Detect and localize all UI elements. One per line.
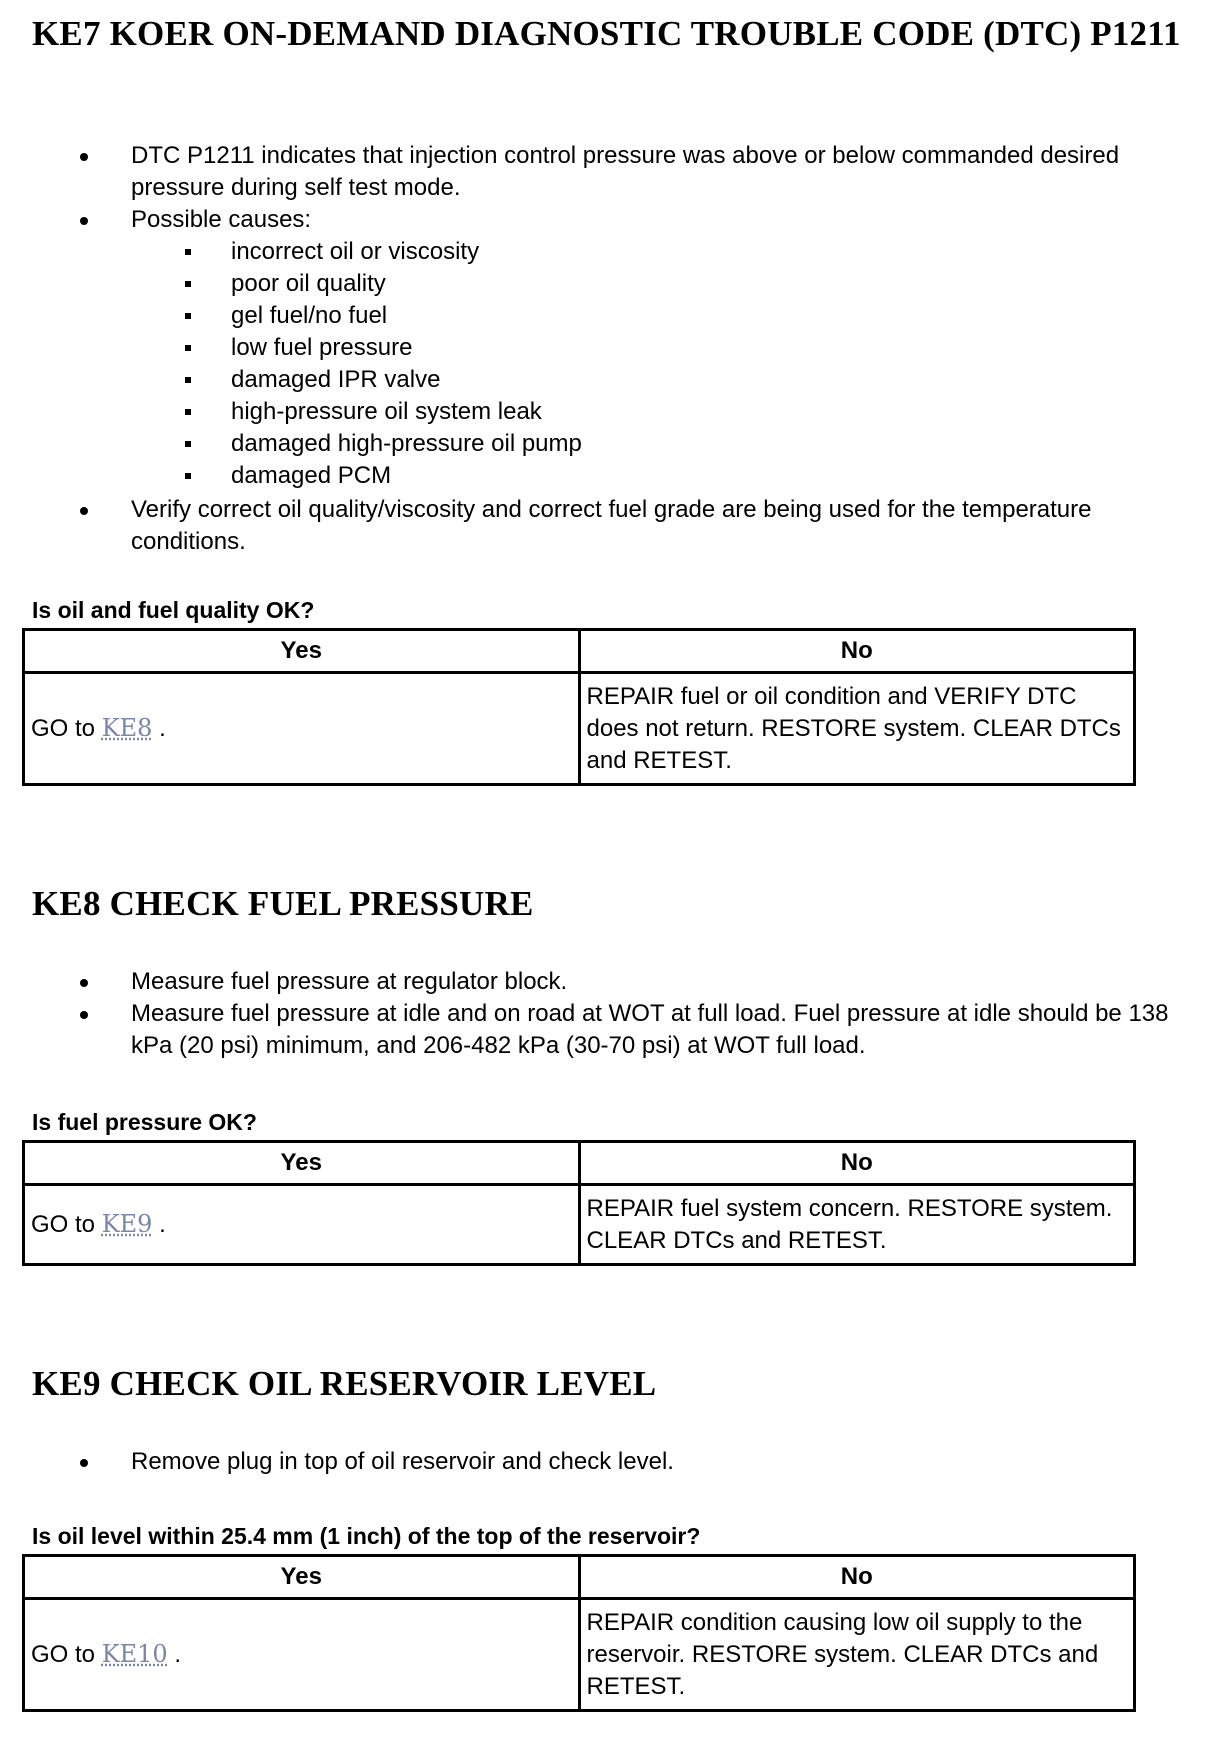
cause-text: low fuel pressure [231,334,413,361]
yes-header: Yes [24,630,580,673]
square-bullet-icon [185,441,191,447]
cause-item [131,236,1191,268]
possible-causes-list [131,236,1191,492]
no-cell: REPAIR fuel system concern. RESTORE system. CLEAR DTCs and RETEST. [579,1185,1135,1265]
no-header: No [579,1142,1135,1185]
no-cell: REPAIR fuel or oil condition and VERIFY DTC does not return. RESTORE system. CLEAR DTCs and RETEST. [579,673,1135,785]
yes-cell [24,1599,580,1711]
square-bullet-icon [185,345,191,351]
table-header-row [24,630,1135,673]
ke7-question: Is oil and fuel quality OK? [32,597,315,623]
square-bullet-icon [185,281,191,287]
ke8-decision-table [22,1140,1136,1266]
cause-item [131,300,1191,332]
square-bullet-icon [185,473,191,479]
cause-item [131,460,1191,492]
list-item [0,140,1191,204]
table-row [24,673,1135,785]
table-row [24,1185,1135,1265]
list-item [0,204,1191,492]
ke8-bullet-text: Measure fuel pressure at regulator block. [131,968,568,995]
goto-ke9-link[interactable]: KE9 [101,1210,153,1238]
yes-cell [24,1185,580,1265]
goto-prefix: GO to [31,1641,96,1668]
list-item [0,966,1191,998]
cause-item [131,396,1191,428]
goto-prefix: GO to [31,715,96,742]
list-item [0,998,1191,1062]
cause-text: incorrect oil or viscosity [231,238,480,265]
goto-prefix: GO to [31,1211,96,1238]
cause-item [131,268,1191,300]
bullet-icon [80,1459,88,1467]
goto-ke8-link[interactable]: KE8 [101,714,153,742]
ke8-question: Is fuel pressure OK? [32,1109,257,1135]
ke7-bullet-text: DTC P1211 indicates that injection control pressure was above or below commanded desired pressure during self test mode. [131,142,1120,201]
square-bullet-icon [185,249,191,255]
list-item [0,494,1191,558]
square-bullet-icon [185,409,191,415]
ke7-bullet-list [0,140,1191,558]
bullet-icon [80,1011,88,1019]
ke8-bullet-text: Measure fuel pressure at idle and on road at WOT at full load. Fuel pressure at idle should be 138 kPa (20 psi) minimum, and 206-482 kPa (30-70 psi) at WOT full load. [131,1000,1169,1059]
bullet-icon [80,507,88,515]
no-cell: REPAIR condition causing low oil supply to the reservoir. RESTORE system. CLEAR DTCs and RETEST. [579,1599,1135,1711]
goto-ke10-link[interactable]: KE10 [101,1640,168,1668]
list-item [0,1446,1191,1478]
ke7-bullet-text: Possible causes: [131,206,312,233]
cause-text: damaged IPR valve [231,366,441,393]
cause-item [131,428,1191,460]
ke9-decision-table [22,1554,1136,1712]
goto-suffix: . [174,1641,182,1668]
ke7-bullet-text: Verify correct oil quality/viscosity and correct fuel grade are being used for the temperature conditions. [131,496,1092,555]
ke9-question: Is oil level within 25.4 mm (1 inch) of the top of the reservoir? [32,1523,701,1549]
cause-item [131,364,1191,396]
yes-header: Yes [24,1556,580,1599]
table-header-row [24,1142,1135,1185]
cause-text: high-pressure oil system leak [231,398,542,425]
square-bullet-icon [185,313,191,319]
cause-item [131,332,1191,364]
cause-text: poor oil quality [231,270,386,297]
goto-suffix: . [159,715,166,742]
table-header-row [24,1556,1135,1599]
yes-cell [24,673,580,785]
no-header: No [579,630,1135,673]
cause-text: gel fuel/no fuel [231,302,388,329]
no-header: No [579,1556,1135,1599]
ke9-heading: KE9 CHECK OIL RESERVOIR LEVEL [32,1364,657,1403]
square-bullet-icon [185,377,191,383]
bullet-icon [80,979,88,987]
ke7-heading: KE7 KOER ON-DEMAND DIAGNOSTIC TROUBLE CODE (DTC) P1211 [32,14,1181,53]
goto-suffix: . [159,1211,166,1238]
table-row [24,1599,1135,1711]
yes-header: Yes [24,1142,580,1185]
ke7-decision-table [22,628,1136,786]
ke8-bullet-list [0,966,1191,1062]
ke9-bullet-text: Remove plug in top of oil reservoir and check level. [131,1448,674,1475]
cause-text: damaged high-pressure oil pump [231,430,582,457]
ke8-heading: KE8 CHECK FUEL PRESSURE [32,884,534,923]
ke9-bullet-list [0,1446,1191,1478]
bullet-icon [80,153,88,161]
cause-text: damaged PCM [231,462,392,489]
bullet-icon [80,217,88,225]
